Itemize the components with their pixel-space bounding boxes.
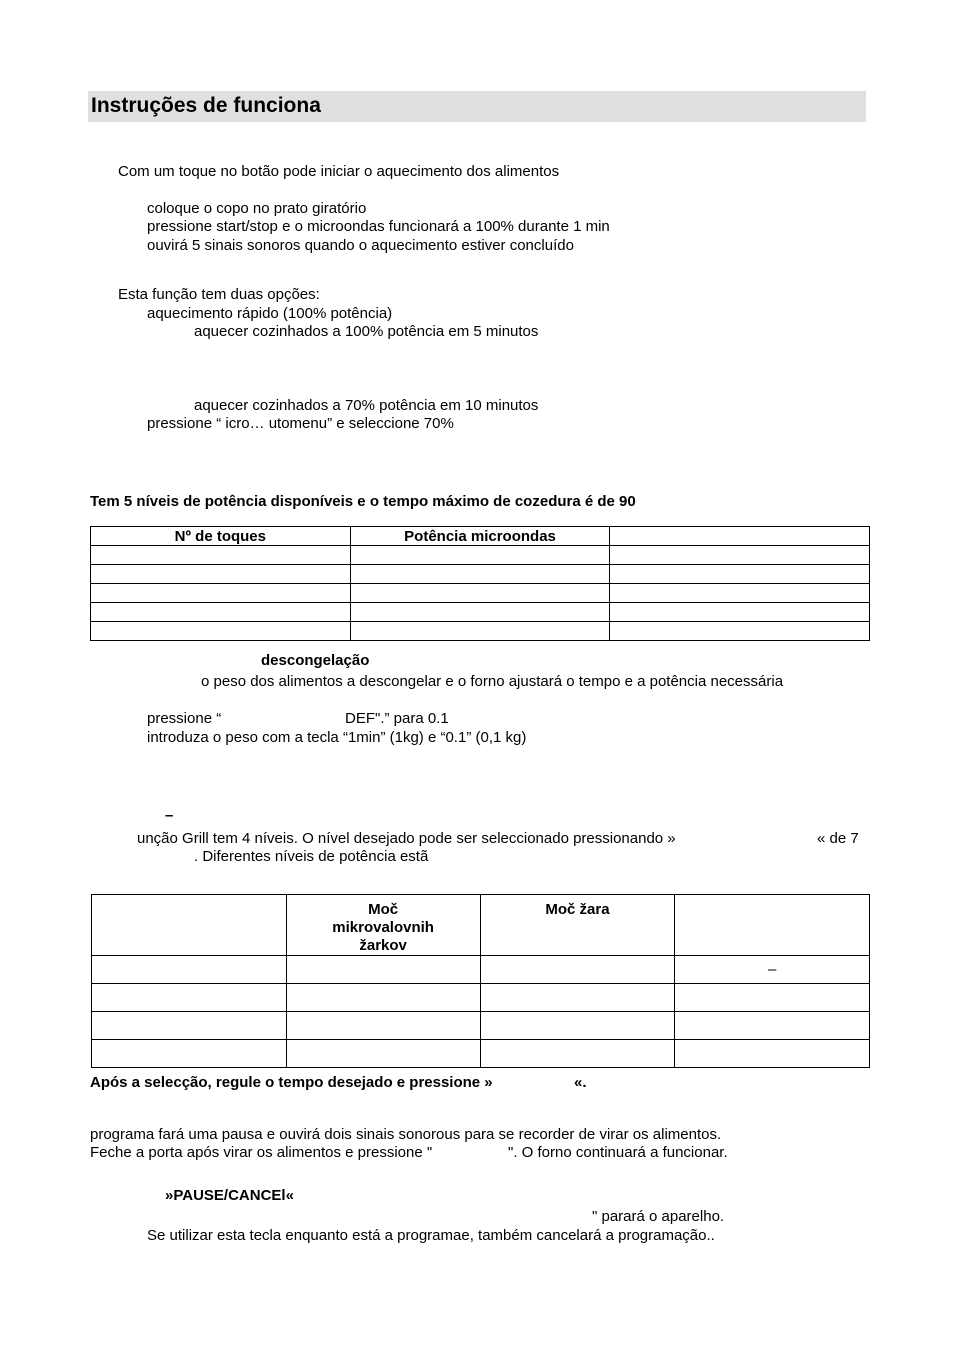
grill-description-tail: « de 7 [817,830,859,847]
column-header: Nº de toques [91,527,351,546]
table-cell: – [675,956,870,984]
grill-description: unção Grill tem 4 níveis. O nível desejado pode ser seleccionado pressionando » [137,830,676,847]
table-row [92,1012,870,1040]
quick-start-step: coloque o copo no prato giratório [147,200,367,217]
table-cell [350,603,610,622]
table-row [91,622,870,641]
power-levels-heading: Tem 5 níveis de potência disponíveis e o tempo máximo de cozedura é de 90 [90,493,636,510]
column-header [92,895,287,956]
option-quick-heat: aquecimento rápido (100% potência) [147,305,393,322]
table-cell [350,565,610,584]
grill-levels-note: . Diferentes níveis de potência estã [194,848,429,865]
table-cell [91,622,351,641]
table-cell [675,1012,870,1040]
table-cell [480,1040,675,1068]
table-cell [91,546,351,565]
table-cell [675,984,870,1012]
table-cell [91,603,351,622]
table-cell [286,956,480,984]
table-cell [480,1012,675,1040]
table-cell [350,546,610,565]
table-cell [480,956,675,984]
table-row [91,565,870,584]
power-levels-table [90,526,870,641]
column-header: Potência microondas [350,527,610,546]
table-cell [610,565,870,584]
after-selection-tail: «. [574,1074,587,1091]
option-70-press: pressione “ icro… utomenu” e seleccione 70% [147,415,454,432]
table-row [91,546,870,565]
table-cell [675,1040,870,1068]
defrost-press-tail: DEF".” para 0.1 [345,710,449,727]
table-row [91,603,870,622]
option-quick-heat-detail: aquecer cozinhados a 100% potência em 5 minutos [194,323,539,340]
table-cell [92,956,287,984]
table-cell [92,1012,287,1040]
column-header: Moč mikrovalovnih žarkov [286,895,480,956]
table-cell [91,565,351,584]
table-cell [286,1040,480,1068]
table-row [92,984,870,1012]
grill-dash: – [165,807,174,824]
pause-cancel-label: »PAUSE/CANCEl« [165,1187,294,1204]
table-cell [350,622,610,641]
function-options-intro: Esta função tem duas opções: [118,286,320,303]
table-cell [480,984,675,1012]
table-cell [91,584,351,603]
quick-start-step: pressione start/stop e o microondas funcionará a 100% durante 1 min [147,218,610,235]
pause-cancel-stop: " parará o aparelho. [592,1208,725,1225]
column-header [610,527,870,546]
quick-start-intro: Com um toque no botão pode iniciar o aquecimento dos alimentos [118,163,560,180]
pause-cancel-note: Se utilizar esta tecla enquanto está a programae, também cancelará a programação.. [147,1227,715,1244]
page-title: Instruções de funciona [91,94,321,117]
table-cell [286,984,480,1012]
table-row [91,584,870,603]
close-door-tail: ". O forno continuará a funcionar. [508,1144,728,1161]
close-door-line: Feche a porta após virar os alimentos e pressione " [90,1144,433,1161]
table-row [92,956,870,984]
option-70-detail: aquecer cozinhados a 70% potência em 10 minutos [194,397,539,414]
table-header-row [92,895,870,956]
turn-food-line: programa fará uma pausa e ouvirá dois sinais sonorous para se recorder de virar os alimentos. [90,1126,722,1143]
column-header [675,895,870,956]
defrost-press: pressione “ [147,710,222,727]
after-selection-text: Após a selecção, regule o tempo desejado e pressione » [90,1074,493,1091]
section-title-bar [88,91,866,122]
defrost-description: o peso dos alimentos a descongelar e o forno ajustará o tempo e a potência necessária [201,673,784,690]
table-cell [610,622,870,641]
table-cell [610,603,870,622]
defrost-label: descongelação [261,652,370,669]
table-cell [92,1040,287,1068]
table-header-row [91,527,870,546]
table-cell [286,1012,480,1040]
defrost-weight: introduza o peso com a tecla “1min” (1kg) e “0.1” (0,1 kg) [147,729,527,746]
table-row [92,1040,870,1068]
quick-start-step: ouvirá 5 sinais sonoros quando o aquecimento estiver concluído [147,237,574,254]
column-header: Moč žara [480,895,675,956]
table-cell [350,584,610,603]
grill-levels-table [91,894,870,1068]
table-cell [92,984,287,1012]
table-cell [610,584,870,603]
table-cell [610,546,870,565]
